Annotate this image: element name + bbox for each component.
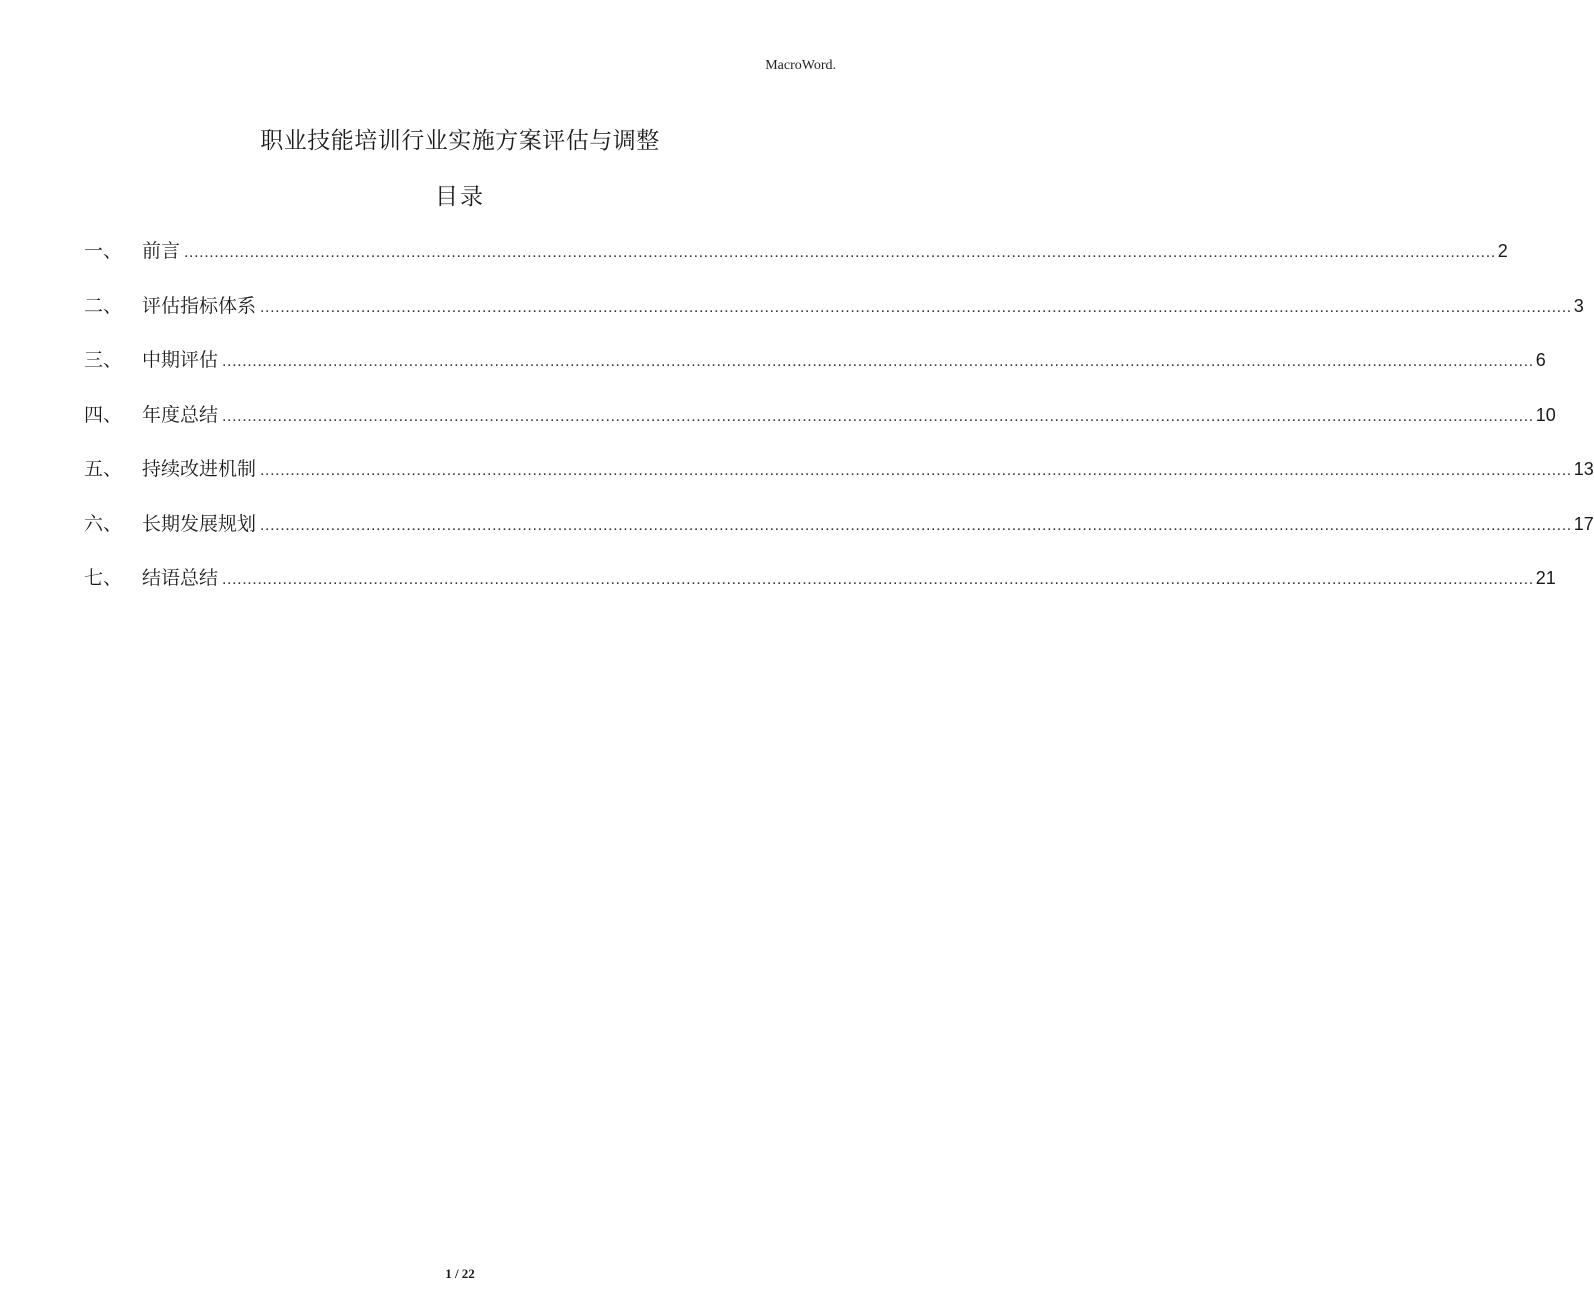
toc-entry-label: 中期评估 [142,349,219,371]
toc-dot-leader: .................................................................................................................................................................................................................................................................... [222,407,1534,425]
table-of-contents [84,236,1594,618]
toc-entry-annual-summary[interactable] [84,400,1556,455]
toc-entry-preface[interactable] [84,236,1508,291]
toc-entry-label: 前言 [142,240,181,262]
toc-entry-page: 21 [1535,568,1556,588]
toc-entry-midterm-evaluation[interactable] [84,345,1546,400]
toc-entry-number: 三、 [84,349,123,371]
toc-entry-label: 评估指标体系 [142,294,257,317]
toc-entry-number: 一、 [84,240,123,262]
toc-entry-number: 二、 [84,294,123,317]
toc-entry-label: 长期发展规划 [142,512,257,535]
header-brand: MacroWord. [765,58,836,73]
toc-entry-page: 10 [1535,404,1556,425]
toc-entry-number: 六、 [84,512,123,535]
toc-dot-leader: .................................................................................................................................................................................................................................................................... [260,462,1572,479]
toc-entry-label: 年度总结 [142,403,219,426]
toc-dot-leader: .................................................................................................................................................................................................................................................................... [222,571,1534,588]
toc-entry-long-term-plan[interactable] [84,509,1594,564]
toc-dot-leader: .................................................................................................................................................................................................................................................................... [222,353,1534,370]
toc-entry-conclusion[interactable] [84,563,1556,618]
toc-entry-page: 3 [1573,295,1584,316]
toc-entry-page: 6 [1535,350,1546,370]
toc-entry-evaluation-indicators[interactable] [84,291,1584,346]
toc-entry-number: 五、 [84,458,123,480]
document-title: 职业技能培训行业实施方案评估与调整 [260,128,660,154]
page-indicator: 1 / 22 [445,1266,475,1281]
toc-dot-leader: .................................................................................................................................................................................................................................................................... [260,298,1572,316]
toc-entry-page: 2 [1497,241,1508,261]
toc-entry-page: 17 [1573,513,1594,534]
toc-entry-continuous-improvement[interactable] [84,454,1594,509]
toc-entry-number: 四、 [84,403,123,426]
toc-entry-page: 13 [1573,459,1594,479]
toc-heading: 目录 [435,184,485,210]
toc-entry-label: 结语总结 [142,567,219,589]
toc-dot-leader: .................................................................................................................................................................................................................................................................... [184,244,1496,261]
toc-entry-number: 七、 [84,567,123,589]
toc-entry-label: 持续改进机制 [142,458,257,480]
toc-dot-leader: .................................................................................................................................................................................................................................................................... [260,516,1572,534]
